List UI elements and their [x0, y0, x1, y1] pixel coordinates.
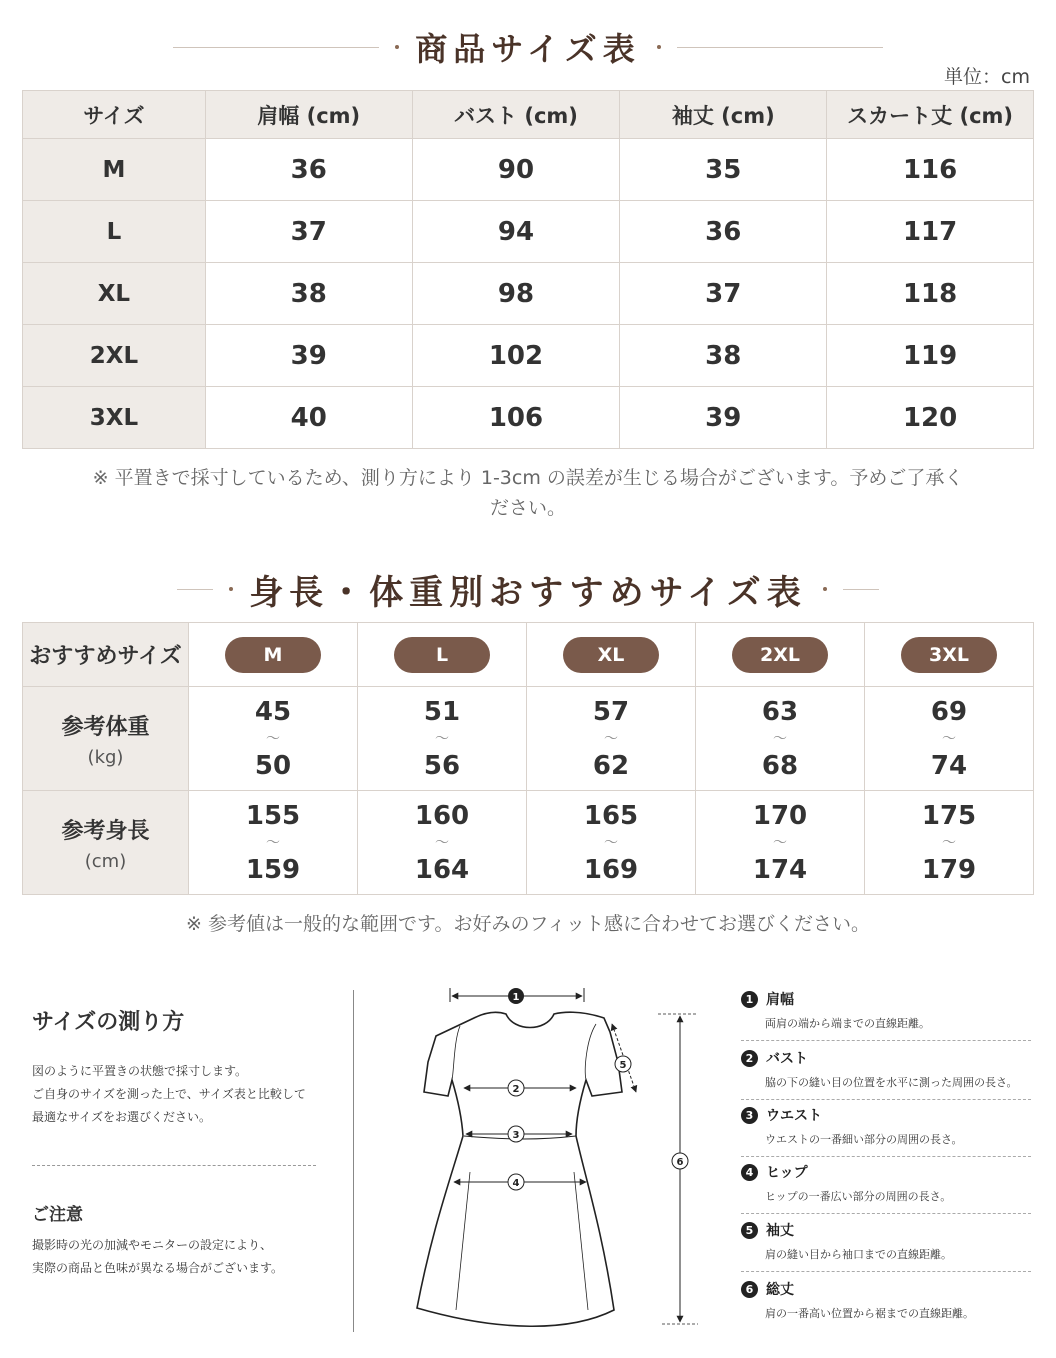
size-cell: 2XL: [23, 325, 206, 387]
range-to: 174: [752, 854, 808, 885]
legend-number: 1: [741, 991, 758, 1008]
size-pill-3xl: 3XL: [901, 637, 997, 673]
recommend-size-label-cell: [23, 623, 189, 687]
legend-sleeve: [741, 1220, 1041, 1272]
range-from: 165: [583, 800, 639, 831]
vertical-divider: [353, 990, 354, 1332]
table-header-row: [23, 91, 1034, 139]
height-range-cell: [527, 791, 696, 895]
marker-label: 3: [512, 1130, 520, 1141]
caution-text: [32, 1234, 322, 1280]
size-pill-l: L: [394, 637, 490, 673]
legend-divider: [741, 1099, 1031, 1100]
value-cell: 36: [620, 201, 827, 263]
weight-range-cell: [189, 687, 358, 791]
heading-rule-right: [843, 589, 879, 590]
range-from: 45: [254, 696, 292, 727]
recommend-title: 身長・体重別おすすめサイズ表: [249, 572, 807, 613]
marker-6: [672, 1153, 688, 1169]
size-pill-m: M: [225, 637, 321, 673]
note-line-1: ※ 平置きで採寸しているため、測り方により 1-3cm の誤差が生じる場合がございます。予めご了承く: [92, 467, 964, 489]
legend-desc: 両肩の端から端までの直線距離。: [765, 1017, 930, 1030]
how-to-measure-text: [32, 1060, 322, 1129]
range-from: 57: [592, 696, 630, 727]
legend-name: ウエスト: [766, 1108, 822, 1124]
range-sep: ～: [942, 730, 956, 747]
legend-number: 5: [741, 1222, 758, 1239]
header-bust: バスト (cm): [412, 91, 620, 139]
legend-desc: 脇の下の縫い目の位置を水平に測った周囲の長さ。: [765, 1076, 1018, 1089]
weight-label: 参考体重: [61, 714, 150, 740]
range-from: 69: [930, 696, 968, 727]
recommend-table: [22, 622, 1034, 895]
size-cell: L: [23, 201, 206, 263]
weight-unit: (kg): [87, 746, 124, 768]
range-sep: ～: [435, 730, 449, 747]
how-to-measure: [32, 1005, 322, 1129]
how-to-measure-title: サイズの測り方: [32, 1010, 185, 1035]
legend-name: バスト: [766, 1051, 808, 1067]
legend-name: 袖丈: [766, 1223, 794, 1239]
legend-bust: [741, 1048, 1041, 1100]
size-cell: 3XL: [23, 387, 206, 449]
range-to: 50: [254, 750, 292, 781]
legend-name: 肩幅: [766, 992, 794, 1008]
range-to: 179: [921, 854, 977, 885]
value-cell: 106: [412, 387, 620, 449]
range-to: 164: [414, 854, 470, 885]
range-from: 170: [752, 800, 808, 831]
size-cell: XL: [23, 263, 206, 325]
value-cell: 120: [827, 387, 1034, 449]
marker-label: 6: [676, 1157, 684, 1168]
legend-name: ヒップ: [766, 1165, 808, 1181]
dress-outline: [417, 1012, 622, 1326]
legend-number: 2: [741, 1050, 758, 1067]
value-cell: 119: [827, 325, 1034, 387]
size-cell: [358, 623, 527, 687]
size-pill-xl: XL: [563, 637, 659, 673]
legend-desc: 肩の縫い目から袖口までの直線距離。: [765, 1248, 952, 1261]
marker-label: 5: [619, 1060, 627, 1071]
value-cell: 39: [205, 325, 412, 387]
marker-5: [615, 1056, 631, 1072]
legend-length: [741, 1279, 1041, 1321]
size-cell: [865, 623, 1034, 687]
weight-row: [23, 687, 1034, 791]
value-cell: 94: [412, 201, 620, 263]
size-cell: [696, 623, 865, 687]
value-cell: 40: [205, 387, 412, 449]
height-range-cell: [696, 791, 865, 895]
legend-desc: ヒップの一番広い部分の周囲の長さ。: [765, 1190, 952, 1203]
heading-rule-right: [677, 47, 883, 48]
legend-divider: [741, 1156, 1031, 1157]
recommend-heading: [0, 562, 1056, 616]
note-line-2: ださい。: [489, 497, 566, 519]
range-to: 159: [245, 854, 301, 885]
range-sep: ～: [773, 834, 787, 851]
height-range-cell: [358, 791, 527, 895]
range-sep: ～: [773, 730, 787, 747]
dashed-divider: [32, 1165, 316, 1166]
range-from: 175: [921, 800, 977, 831]
legend-divider: [741, 1040, 1031, 1041]
marker-4: [508, 1174, 524, 1190]
marker-2: [508, 1080, 524, 1096]
value-cell: 37: [620, 263, 827, 325]
range-to: 74: [930, 750, 968, 781]
heading-dot-left: [395, 45, 399, 49]
value-cell: 38: [205, 263, 412, 325]
range-sep: ～: [266, 834, 280, 851]
range-to: 62: [592, 750, 630, 781]
how-text-line: 最適なサイズをお選びください。: [32, 1110, 212, 1124]
how-text-line: 図のように平置きの状態で採寸します。: [32, 1064, 248, 1078]
value-cell: 98: [412, 263, 620, 325]
range-sep: ～: [604, 834, 618, 851]
header-sleeve: 袖丈 (cm): [620, 91, 827, 139]
marker-label: 4: [512, 1178, 520, 1189]
caution-title: ご注意: [32, 1205, 83, 1225]
marker-3: [508, 1126, 524, 1142]
heading-rule-left: [177, 589, 213, 590]
caution-line: 実際の商品と色味が異なる場合がございます。: [32, 1261, 284, 1275]
header-skirt: スカート丈 (cm): [827, 91, 1034, 139]
dress-diagram: [400, 980, 720, 1340]
legend-shoulder: [741, 989, 1041, 1041]
table-row: [23, 201, 1034, 263]
height-range-cell: [865, 791, 1034, 895]
range-to: 56: [423, 750, 461, 781]
size-cell: [189, 623, 358, 687]
marker-1: [508, 988, 524, 1004]
header-shoulder: 肩幅 (cm): [205, 91, 412, 139]
legend-name: 総丈: [766, 1282, 794, 1298]
recommend-size-row: [23, 623, 1034, 687]
value-cell: 90: [412, 139, 620, 201]
legend-waist: [741, 1105, 1041, 1157]
size-chart-heading: [0, 22, 1056, 72]
heading-dot-left: [229, 587, 233, 591]
marker-label: 2: [512, 1084, 520, 1095]
weight-range-cell: [696, 687, 865, 791]
heading-rule-left: [173, 47, 379, 48]
weight-range-cell: [358, 687, 527, 791]
value-cell: 116: [827, 139, 1034, 201]
table-row: [23, 387, 1034, 449]
value-cell: 36: [205, 139, 412, 201]
legend-desc: ウエストの一番細い部分の周囲の長さ。: [765, 1133, 963, 1146]
caution-line: 撮影時の光の加減やモニターの設定により、: [32, 1238, 273, 1252]
legend-number: 6: [741, 1281, 758, 1298]
range-from: 63: [761, 696, 799, 727]
table-row: [23, 325, 1034, 387]
range-sep: ～: [435, 834, 449, 851]
value-cell: 35: [620, 139, 827, 201]
recommend-size-label: おすすめサイズ: [29, 644, 182, 669]
recommend-note: ※ 参考値は一般的な範囲です。お好みのフィット感に合わせてお選びください。: [186, 913, 870, 935]
value-cell: 39: [620, 387, 827, 449]
value-cell: 117: [827, 201, 1034, 263]
marker-label: 1: [512, 992, 520, 1003]
weight-range-cell: [527, 687, 696, 791]
how-text-line: ご自身のサイズを測った上で、サイズ表と比較して: [32, 1087, 306, 1101]
height-label: 参考身長: [61, 818, 150, 844]
range-sep: ～: [942, 834, 956, 851]
height-label-cell: [23, 791, 189, 895]
range-to: 68: [761, 750, 799, 781]
range-from: 160: [414, 800, 470, 831]
legend-number: 4: [741, 1164, 758, 1181]
height-row: [23, 791, 1034, 895]
heading-dot-right: [657, 45, 661, 49]
range-from: 51: [423, 696, 461, 727]
heading-dot-right: [823, 587, 827, 591]
range-sep: ～: [604, 730, 618, 747]
value-cell: 38: [620, 325, 827, 387]
size-chart-note: [40, 463, 1016, 523]
size-cell: [527, 623, 696, 687]
table-row: [23, 263, 1034, 325]
height-range-cell: [189, 791, 358, 895]
size-chart-title: 商品サイズ表: [415, 30, 641, 68]
legend-divider: [741, 1271, 1031, 1272]
range-from: 155: [245, 800, 301, 831]
legend-number: 3: [741, 1107, 758, 1124]
legend-desc: 肩の一番高い位置から裾までの直線距離。: [765, 1307, 974, 1320]
unit-label: 単位：cm: [944, 66, 1030, 88]
height-unit: (cm): [84, 850, 127, 872]
value-cell: 37: [205, 201, 412, 263]
range-sep: ～: [266, 730, 280, 747]
range-to: 169: [583, 854, 639, 885]
header-size: サイズ: [23, 91, 206, 139]
size-pill-2xl: 2XL: [732, 637, 828, 673]
legend-hip: [741, 1162, 1041, 1214]
weight-label-cell: [23, 687, 189, 791]
value-cell: 118: [827, 263, 1034, 325]
size-chart-table: [22, 90, 1034, 449]
size-cell: M: [23, 139, 206, 201]
weight-range-cell: [865, 687, 1034, 791]
legend-divider: [741, 1213, 1031, 1214]
table-row: [23, 139, 1034, 201]
value-cell: 102: [412, 325, 620, 387]
